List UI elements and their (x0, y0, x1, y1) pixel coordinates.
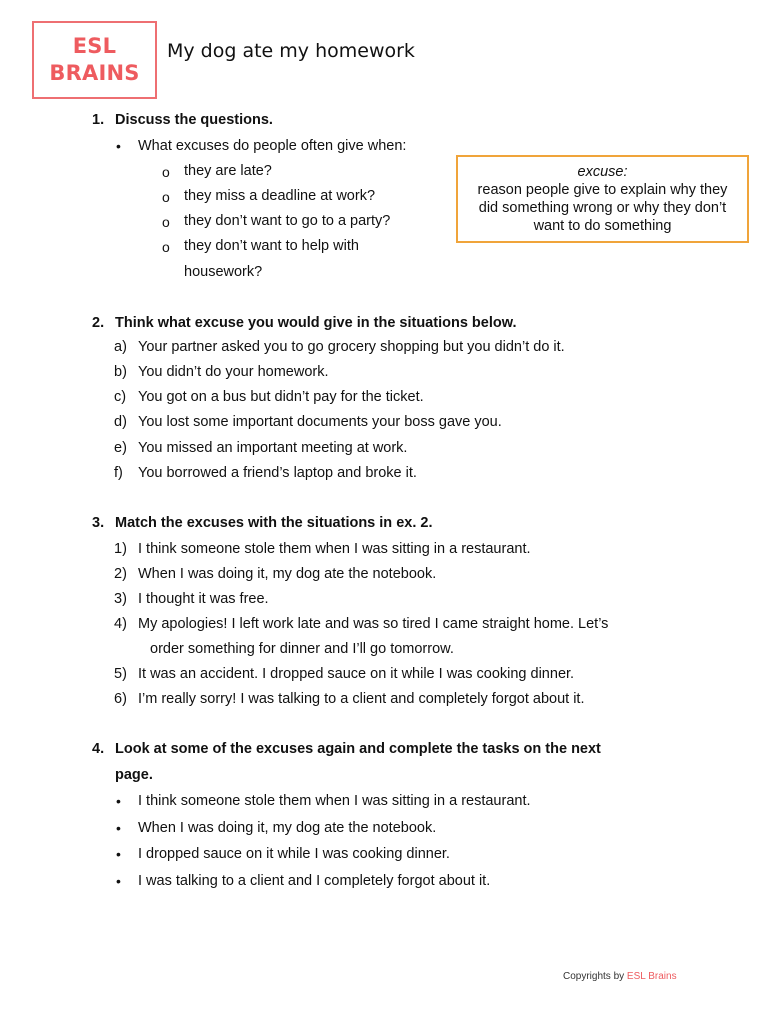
q3-item-text: When I was doing it, my dog ate the notebook. (138, 566, 437, 582)
esl-brains-logo (32, 21, 157, 99)
q3-item-text: order something for dinner and I’ll go tomorrow. (150, 641, 454, 657)
definition-line: did something wrong or why they don’t (478, 200, 727, 216)
q1-bullet: What excuses do people often give when: (138, 138, 407, 154)
q4-heading (92, 741, 601, 757)
q3-heading (92, 515, 432, 531)
q1-subitem: they don’t want to go to a party? (184, 213, 391, 229)
page-title: My dog ate my homework (167, 40, 415, 62)
q3-item-label: 5) (114, 666, 127, 682)
circle-bullet-icon: o (162, 239, 170, 255)
bullet-icon: • (116, 138, 121, 154)
q2-item-text: You missed an important meeting at work. (138, 440, 408, 456)
q2-item-label: b) (114, 364, 127, 380)
q1-subitem-continuation: housework? (184, 264, 263, 280)
q1-subitem: they don’t want to help with (184, 238, 359, 254)
q2-item-text: You borrowed a friend’s laptop and broke it. (138, 465, 417, 481)
q2-item (114, 339, 565, 355)
q4-bullet: I dropped sauce on it while I was cooking dinner. (138, 846, 450, 862)
q2-item (114, 465, 417, 481)
q4-heading-continuation: page. (115, 767, 153, 783)
q3-item-text: I think someone stole them when I was sitting in a restaurant. (138, 541, 531, 557)
definition-box (456, 155, 749, 243)
q1-subitem: they are late? (184, 163, 272, 179)
q3-item (114, 616, 608, 632)
bullet-icon: • (116, 846, 121, 862)
q3-item-text: My apologies! I left work late and was so tired I came straight home. Let’s (138, 616, 609, 632)
definition-line: want to do something (533, 218, 672, 234)
logo-line-1: ESL (72, 34, 117, 58)
copyright-brand: ESL Brains (626, 971, 677, 982)
circle-bullet-icon: o (162, 164, 170, 180)
logo-line-2: BRAINS (49, 61, 140, 85)
q2-item-label: f) (114, 465, 123, 481)
q4-number: 4. (92, 741, 105, 757)
q3-item-text: I thought it was free. (138, 591, 269, 607)
q2-heading (92, 315, 517, 331)
q1-heading (92, 112, 273, 128)
q3-item (114, 691, 584, 707)
q3-item (114, 566, 436, 582)
q3-item-continuation (114, 641, 454, 657)
q2-item-text: You lost some important documents your boss gave you. (138, 414, 502, 430)
q3-item (114, 591, 269, 607)
q4-bullet: When I was doing it, my dog ate the notebook. (138, 820, 437, 836)
q4-bullet: I think someone stole them when I was sitting in a restaurant. (138, 793, 531, 809)
q3-item (114, 541, 531, 557)
definition-term: excuse: (577, 164, 628, 180)
q2-item-text: You didn’t do your homework. (138, 364, 329, 380)
q3-heading-text: Match the excuses with the situations in ex. 2. (115, 515, 433, 531)
definition-line: reason people give to explain why they (477, 182, 728, 198)
q2-item (114, 364, 329, 380)
q3-item (114, 666, 574, 682)
bullet-icon: • (116, 820, 121, 836)
q3-item-label: 3) (114, 591, 127, 607)
copyright-footer (563, 971, 677, 982)
q2-item (114, 389, 424, 405)
q4-heading-text: Look at some of the excuses again and complete the tasks on the next (115, 741, 601, 757)
q4-bullet: I was talking to a client and I completely forgot about it. (138, 873, 491, 889)
q1-number: 1. (92, 112, 105, 128)
q3-number: 3. (92, 515, 105, 531)
q2-item (114, 440, 407, 456)
q3-item-text: I’m really sorry! I was talking to a client and completely forgot about it. (138, 691, 585, 707)
q2-item-text: You got on a bus but didn’t pay for the ticket. (138, 389, 424, 405)
q2-item-label: c) (114, 389, 127, 405)
q2-item (114, 414, 502, 430)
q3-item-label: 4) (114, 616, 127, 632)
q2-item-label: a) (114, 339, 127, 355)
q3-item-label: 2) (114, 566, 127, 582)
q2-number: 2. (92, 315, 105, 331)
copyright-prefix: Copyrights by (563, 971, 625, 982)
circle-bullet-icon: o (162, 214, 170, 230)
bullet-icon: • (116, 873, 121, 889)
q1-heading-text: Discuss the questions. (115, 112, 273, 128)
q2-item-label: d) (114, 414, 127, 430)
q3-item-label: 6) (114, 691, 127, 707)
circle-bullet-icon: o (162, 189, 170, 205)
q1-subitem: they miss a deadline at work? (184, 188, 376, 204)
q3-item-label: 1) (114, 541, 127, 557)
q2-item-text: Your partner asked you to go grocery shopping but you didn’t do it. (138, 339, 565, 355)
q3-item-text: It was an accident. I dropped sauce on it while I was cooking dinner. (138, 666, 575, 682)
q2-heading-text: Think what excuse you would give in the situations below. (115, 315, 517, 331)
bullet-icon: • (116, 793, 121, 809)
q2-item-label: e) (114, 440, 127, 456)
